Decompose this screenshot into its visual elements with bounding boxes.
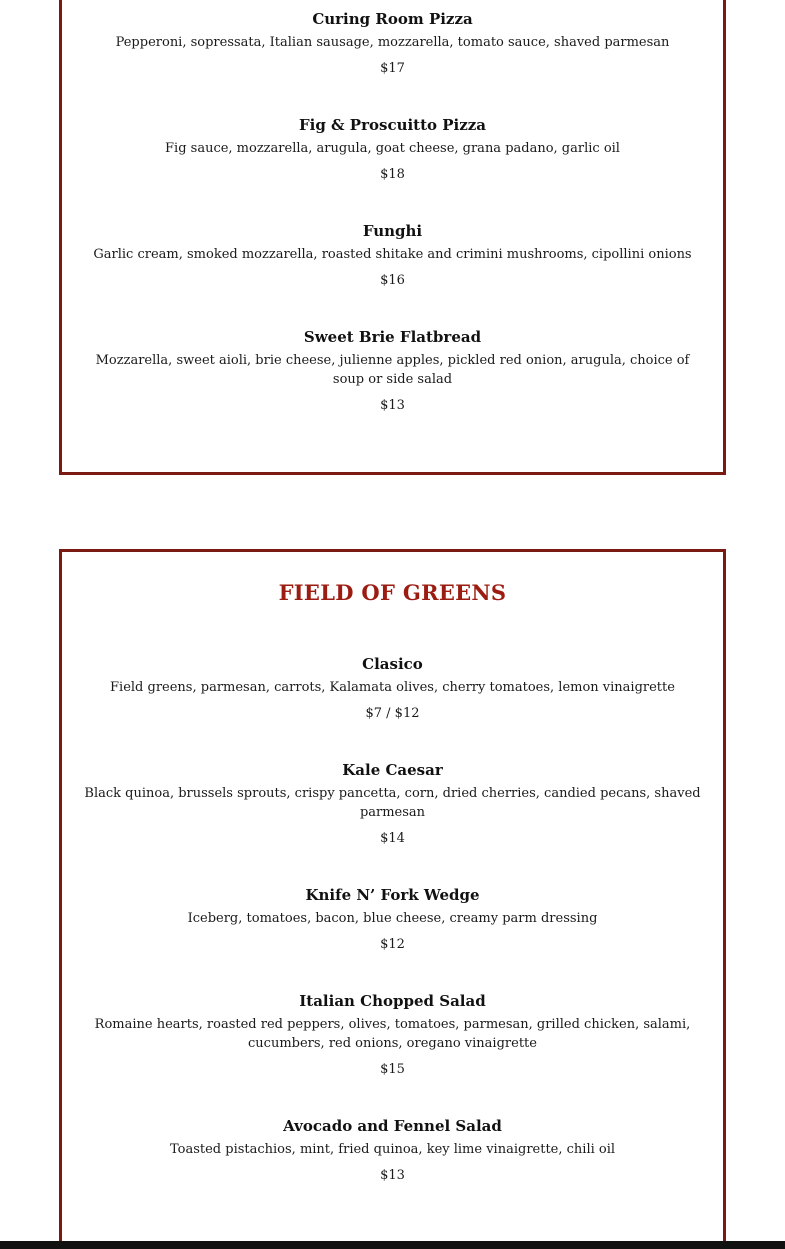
menu-item-description: Romaine hearts, roasted red peppers, olives, tomatoes, parmesan, grilled chicken, salami, cucumbers, red onions, oregano vinaigrette: [94, 1017, 691, 1051]
menu-item-description: Pepperoni, sopressata, Italian sausage, mozzarella, tomato sauce, shaved parmesan: [115, 35, 670, 50]
menu-item: [62, 761, 723, 847]
menu-item-name: Kale Caesar: [342, 761, 443, 779]
bottom-edge-bar: [0, 1241, 785, 1249]
menu-item: [62, 222, 723, 289]
menu-item-description: Iceberg, tomatoes, bacon, blue cheese, creamy parm dressing: [187, 911, 598, 926]
menu-item: [62, 1117, 723, 1184]
menu-item-price: $18: [380, 167, 405, 182]
menu-item-price: $14: [380, 831, 405, 846]
field-of-greens-section: [59, 549, 726, 1245]
menu-item-name: Clasico: [362, 655, 423, 673]
menu-item: [62, 655, 723, 722]
menu-item-price: $13: [380, 1168, 405, 1183]
menu-item-description: Black quinoa, brussels sprouts, crispy pancetta, corn, dried cherries, candied pecans, shaved parmesan: [84, 786, 701, 820]
section-title: FIELD OF GREENS: [278, 580, 507, 605]
menu-item-description: Field greens, parmesan, carrots, Kalamata olives, cherry tomatoes, lemon vinaigrette: [110, 680, 675, 695]
menu-item-name: Sweet Brie Flatbread: [303, 328, 482, 346]
menu-item-description: Fig sauce, mozzarella, arugula, goat cheese, grana padano, garlic oil: [165, 141, 620, 156]
menu-item: [62, 992, 723, 1078]
pizza-menu-section: [59, 0, 726, 475]
menu-item-price: $15: [380, 1062, 405, 1077]
menu-item: [62, 886, 723, 953]
menu-item-name: Italian Chopped Salad: [299, 992, 486, 1010]
menu-item-price: $7 / $12: [365, 706, 420, 721]
menu-item: [62, 328, 723, 414]
menu-item-name: Funghi: [362, 222, 423, 240]
menu-item-description: Mozzarella, sweet aioli, brie cheese, julienne apples, pickled red onion, arugula, choice of soup or side salad: [95, 353, 690, 387]
menu-item-price: $17: [380, 61, 405, 76]
menu-item-price: $16: [380, 273, 405, 288]
menu-item-price: $13: [380, 398, 405, 413]
menu-item-description: Garlic cream, smoked mozzarella, roasted shitake and crimini mushrooms, cipollini onions: [93, 247, 692, 262]
menu-item-name: Avocado and Fennel Salad: [283, 1117, 502, 1135]
menu-item: [62, 10, 723, 77]
menu-item-name: Fig & Proscuitto Pizza: [298, 116, 486, 134]
menu-item-description: Toasted pistachios, mint, fried quinoa, key lime vinaigrette, chili oil: [169, 1142, 616, 1157]
menu-item-name: Knife N’ Fork Wedge: [305, 886, 480, 904]
menu-item-name: Curing Room Pizza: [312, 10, 473, 28]
menu-item-price: $12: [380, 937, 405, 952]
menu-item: [62, 116, 723, 183]
